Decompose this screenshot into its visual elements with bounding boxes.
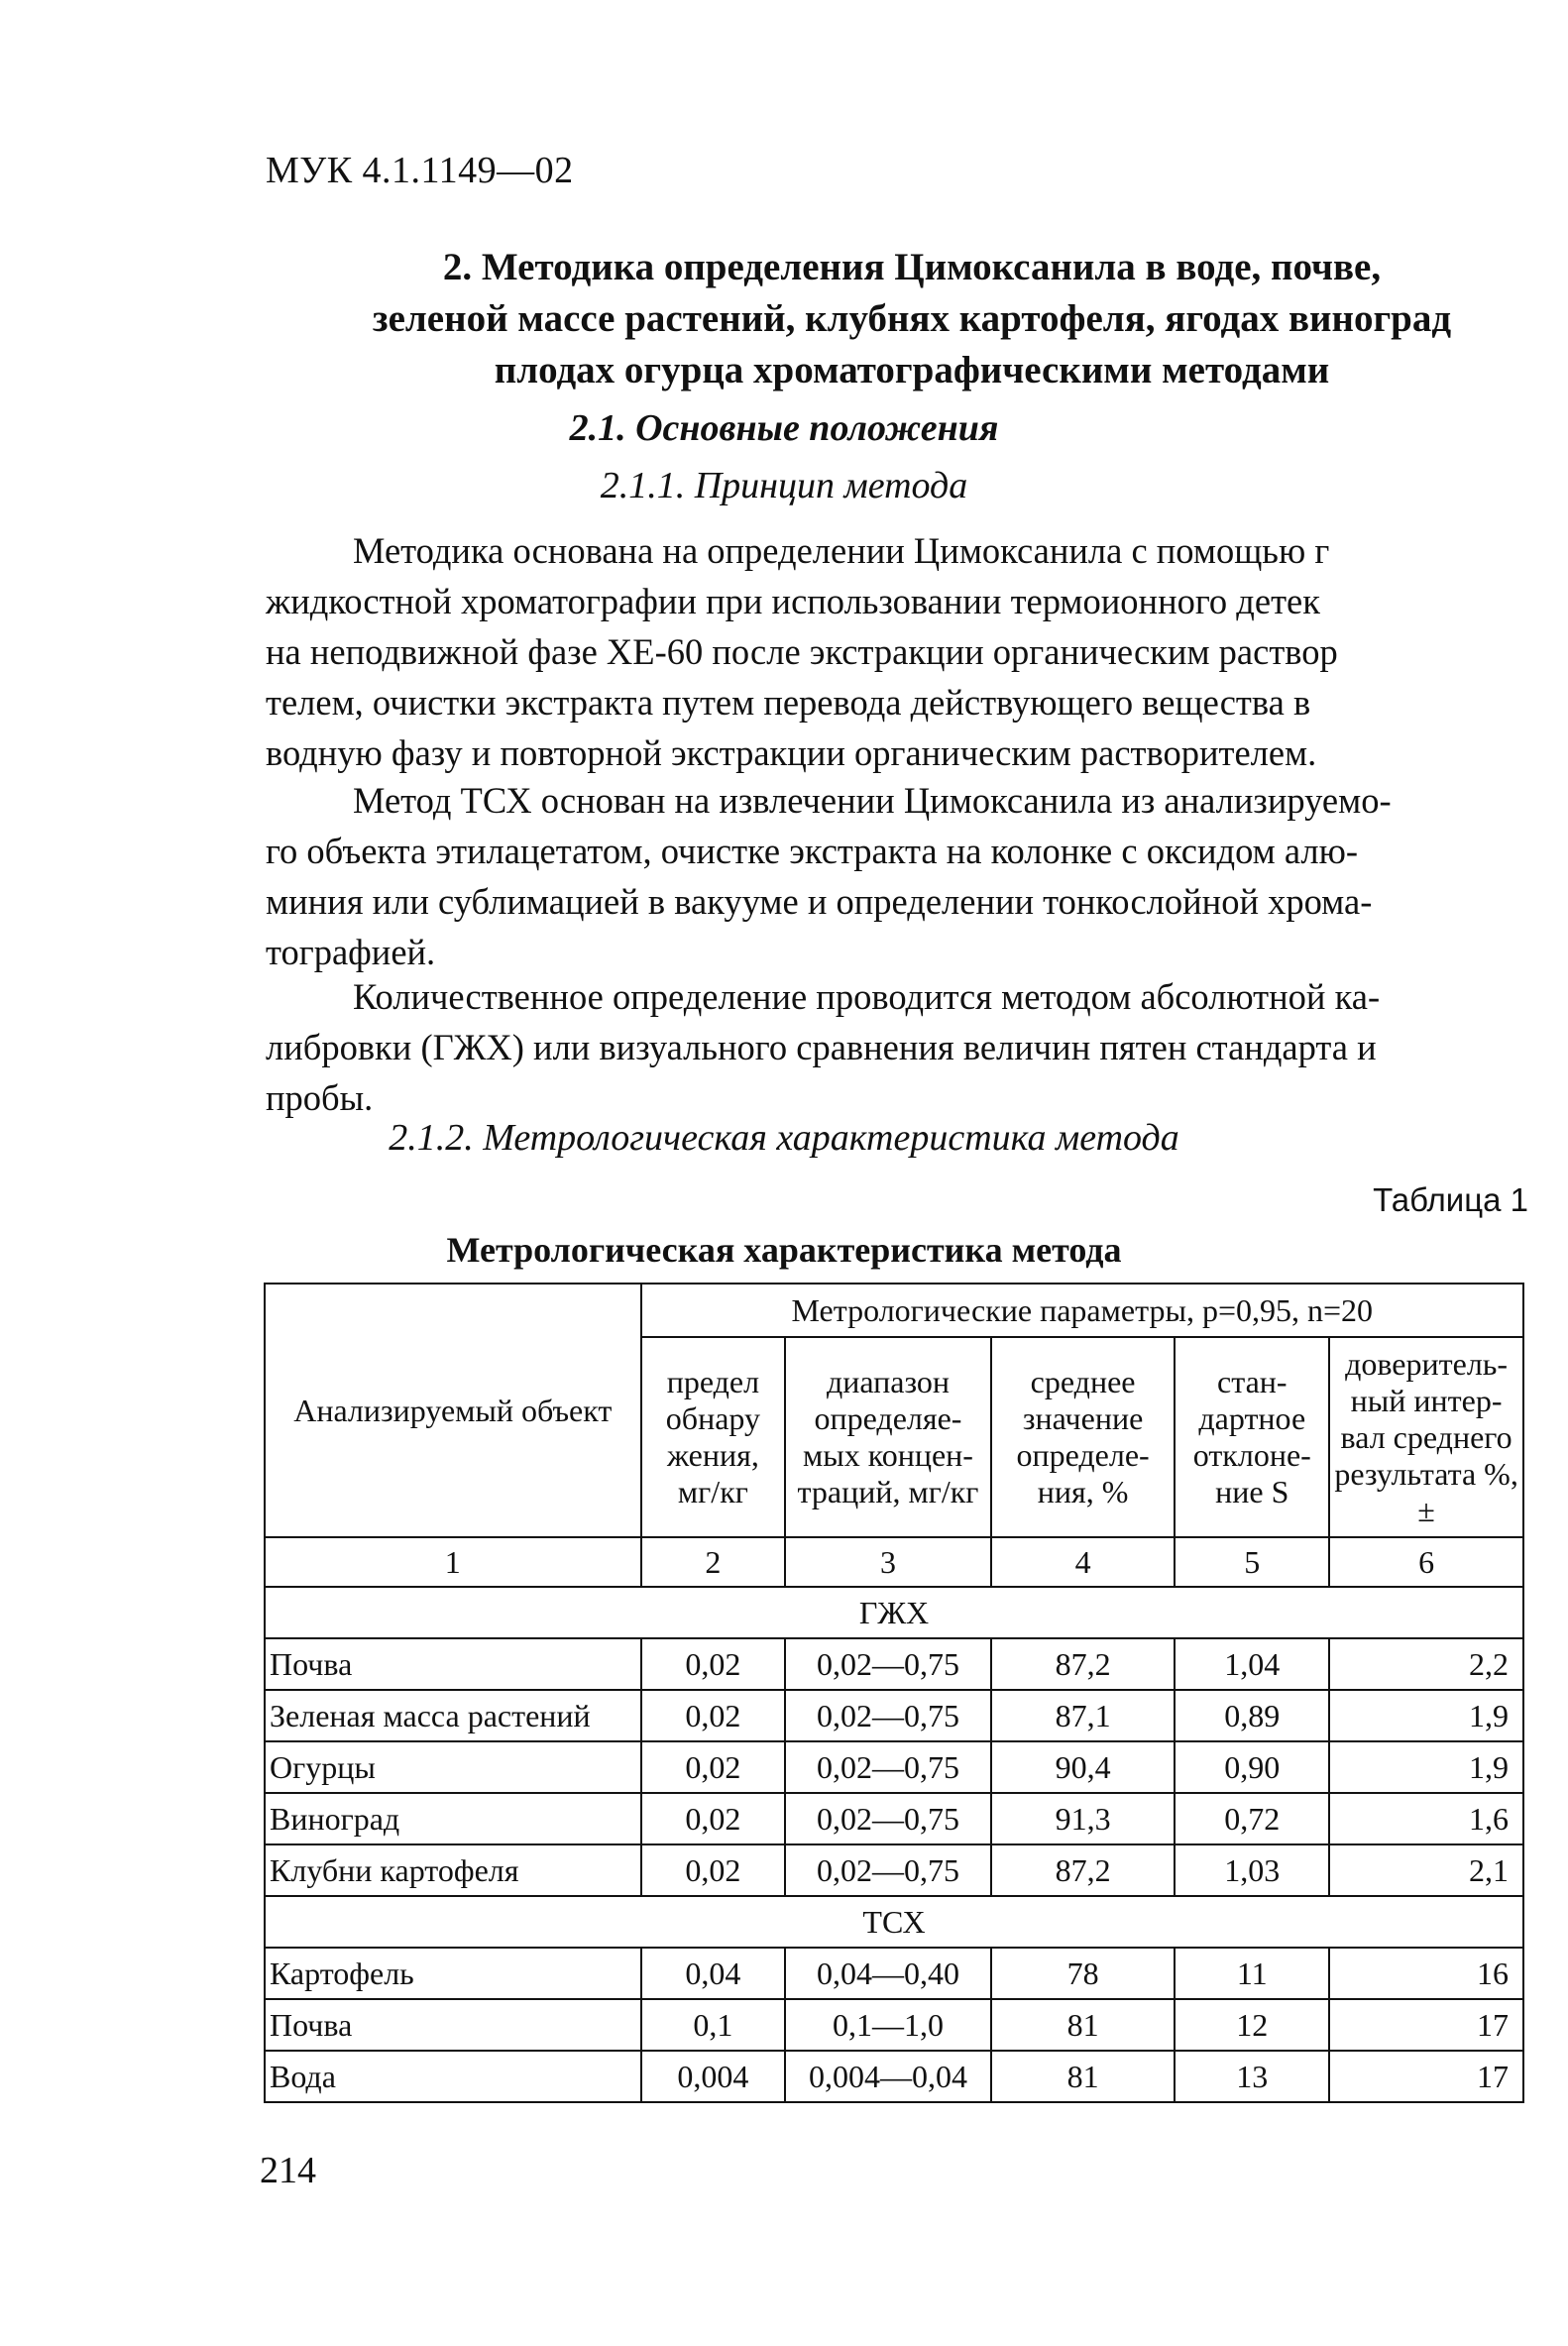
cell-sd: 13 xyxy=(1175,2051,1329,2102)
cell-range: 0,1—1,0 xyxy=(785,1999,991,2051)
col-header-sd: стан-дартное отклоне-ние S xyxy=(1175,1337,1329,1537)
cell-lod: 0,004 xyxy=(641,2051,786,2102)
paragraph-tlc xyxy=(266,775,1542,977)
cell-object: Огурцы xyxy=(265,1741,641,1793)
text-line: водную фазу и повторной экстракции органическим растворителем. xyxy=(266,732,1317,773)
cell-object: Вода xyxy=(265,2051,641,2102)
table-row xyxy=(265,1999,1523,2051)
section-heading-2-1-1: 2.1.1. Принцип метода xyxy=(600,465,968,506)
text-line: миния или сублимацией в вакууме и определении тонкослойной хрома- xyxy=(266,881,1373,922)
col-number: 2 xyxy=(641,1537,786,1587)
cell-sd: 1,04 xyxy=(1175,1638,1329,1690)
section-heading-2-1-2: 2.1.2. Метрологическая характеристика метода xyxy=(389,1117,1179,1159)
section-heading-2-1: 2.1. Основные положения xyxy=(569,407,999,449)
cell-mean: 81 xyxy=(991,2051,1176,2102)
col-number: 4 xyxy=(991,1537,1176,1587)
table-row xyxy=(265,1948,1523,1999)
cell-object: Картофель xyxy=(265,1948,641,1999)
table-row xyxy=(265,1690,1523,1741)
cell-object: Клубни картофеля xyxy=(265,1844,641,1896)
text-line: жидкостной хроматографии при использовании термоионного детек xyxy=(266,581,1320,621)
col-header-range: диапазон определяе-мых концен-траций, мг/кг xyxy=(785,1337,991,1537)
cell-range: 0,02—0,75 xyxy=(785,1844,991,1896)
cell-ci: 17 xyxy=(1329,1999,1523,2051)
cell-mean: 91,3 xyxy=(991,1793,1176,1844)
text-line: Метод ТСХ основан на извлечении Цимоксанила из анализируемо- xyxy=(353,780,1392,821)
cell-sd: 0,72 xyxy=(1175,1793,1329,1844)
title-line: плодах огурца хроматографическими методами xyxy=(494,349,1330,391)
table-row xyxy=(265,1741,1523,1793)
paragraph-principle xyxy=(266,525,1542,778)
cell-ci: 2,1 xyxy=(1329,1844,1523,1896)
cell-object: Почва xyxy=(265,1638,641,1690)
group-header-parameters: Метрологические параметры, p=0,95, n=20 xyxy=(641,1284,1523,1337)
title-line: зеленой массе растений, клубнях картофеля, ягодах виноград xyxy=(372,297,1452,340)
cell-mean: 81 xyxy=(991,1999,1176,2051)
cell-range: 0,02—0,75 xyxy=(785,1793,991,1844)
cell-ci: 1,6 xyxy=(1329,1793,1523,1844)
cell-ci: 2,2 xyxy=(1329,1638,1523,1690)
cell-mean: 78 xyxy=(991,1948,1176,1999)
text-line: тографией. xyxy=(266,932,436,972)
col-header-ci: доверитель-ный интер-вал среднего результата %, ± xyxy=(1329,1337,1523,1537)
cell-object: Зеленая масса растений xyxy=(265,1690,641,1741)
cell-ci: 17 xyxy=(1329,2051,1523,2102)
method-title xyxy=(297,242,1526,396)
cell-lod: 0,1 xyxy=(641,1999,786,2051)
cell-range: 0,02—0,75 xyxy=(785,1638,991,1690)
col-number: 1 xyxy=(265,1537,641,1587)
cell-lod: 0,02 xyxy=(641,1690,786,1741)
cell-range: 0,004—0,04 xyxy=(785,2051,991,2102)
table-number: Таблица 1 xyxy=(1373,1181,1528,1218)
col-header-lod: предел обнару жения, мг/кг xyxy=(641,1337,786,1537)
paragraph-quantification xyxy=(266,971,1542,1123)
text-line: Количественное определение проводится методом абсолютной ка- xyxy=(353,976,1381,1017)
running-head: МУК 4.1.1149—02 xyxy=(266,150,574,191)
text-line: пробы. xyxy=(266,1077,374,1118)
cell-ci: 1,9 xyxy=(1329,1690,1523,1741)
cell-range: 0,02—0,75 xyxy=(785,1741,991,1793)
title-line: 2. Методика определения Цимоксанила в воде, почве, xyxy=(442,246,1382,288)
cell-lod: 0,02 xyxy=(641,1638,786,1690)
text-line: го объекта этилацетатом, очистке экстракта на колонке с оксидом алю- xyxy=(266,831,1359,871)
table-row xyxy=(265,1638,1523,1690)
metrology-table xyxy=(264,1283,1524,2103)
cell-lod: 0,04 xyxy=(641,1948,786,1999)
col-number: 6 xyxy=(1329,1537,1523,1587)
cell-ci: 16 xyxy=(1329,1948,1523,1999)
col-number: 5 xyxy=(1175,1537,1329,1587)
page-number: 214 xyxy=(260,2150,316,2191)
cell-lod: 0,02 xyxy=(641,1741,786,1793)
cell-sd: 0,89 xyxy=(1175,1690,1329,1741)
cell-mean: 87,1 xyxy=(991,1690,1176,1741)
cell-sd: 12 xyxy=(1175,1999,1329,2051)
cell-ci: 1,9 xyxy=(1329,1741,1523,1793)
cell-range: 0,04—0,40 xyxy=(785,1948,991,1999)
cell-mean: 87,2 xyxy=(991,1638,1176,1690)
cell-object: Виноград xyxy=(265,1793,641,1844)
group-label-tlc: ТСХ xyxy=(265,1896,1523,1948)
table-row xyxy=(265,1793,1523,1844)
table-title: Метрологическая характеристика метода xyxy=(446,1230,1122,1270)
col-header-object: Анализируемый объект xyxy=(265,1284,641,1537)
col-header-mean: среднее значение определе-ния, % xyxy=(991,1337,1176,1537)
cell-object: Почва xyxy=(265,1999,641,2051)
text-line: на неподвижной фазе XE-60 после экстракции органическим раствор xyxy=(266,631,1338,672)
group-label-gc: ГЖХ xyxy=(265,1587,1523,1638)
col-number: 3 xyxy=(785,1537,991,1587)
cell-mean: 87,2 xyxy=(991,1844,1176,1896)
text-line: телем, очистки экстракта путем перевода действующего вещества в xyxy=(266,682,1311,723)
table-row xyxy=(265,2051,1523,2102)
table-row xyxy=(265,1844,1523,1896)
text-line: либровки (ГЖХ) или визуального сравнения величин пятен стандарта и xyxy=(266,1027,1377,1067)
cell-lod: 0,02 xyxy=(641,1844,786,1896)
cell-mean: 90,4 xyxy=(991,1741,1176,1793)
cell-sd: 0,90 xyxy=(1175,1741,1329,1793)
cell-range: 0,02—0,75 xyxy=(785,1690,991,1741)
cell-sd: 1,03 xyxy=(1175,1844,1329,1896)
cell-sd: 11 xyxy=(1175,1948,1329,1999)
cell-lod: 0,02 xyxy=(641,1793,786,1844)
text-line: Методика основана на определении Цимоксанила с помощью г xyxy=(353,530,1330,571)
